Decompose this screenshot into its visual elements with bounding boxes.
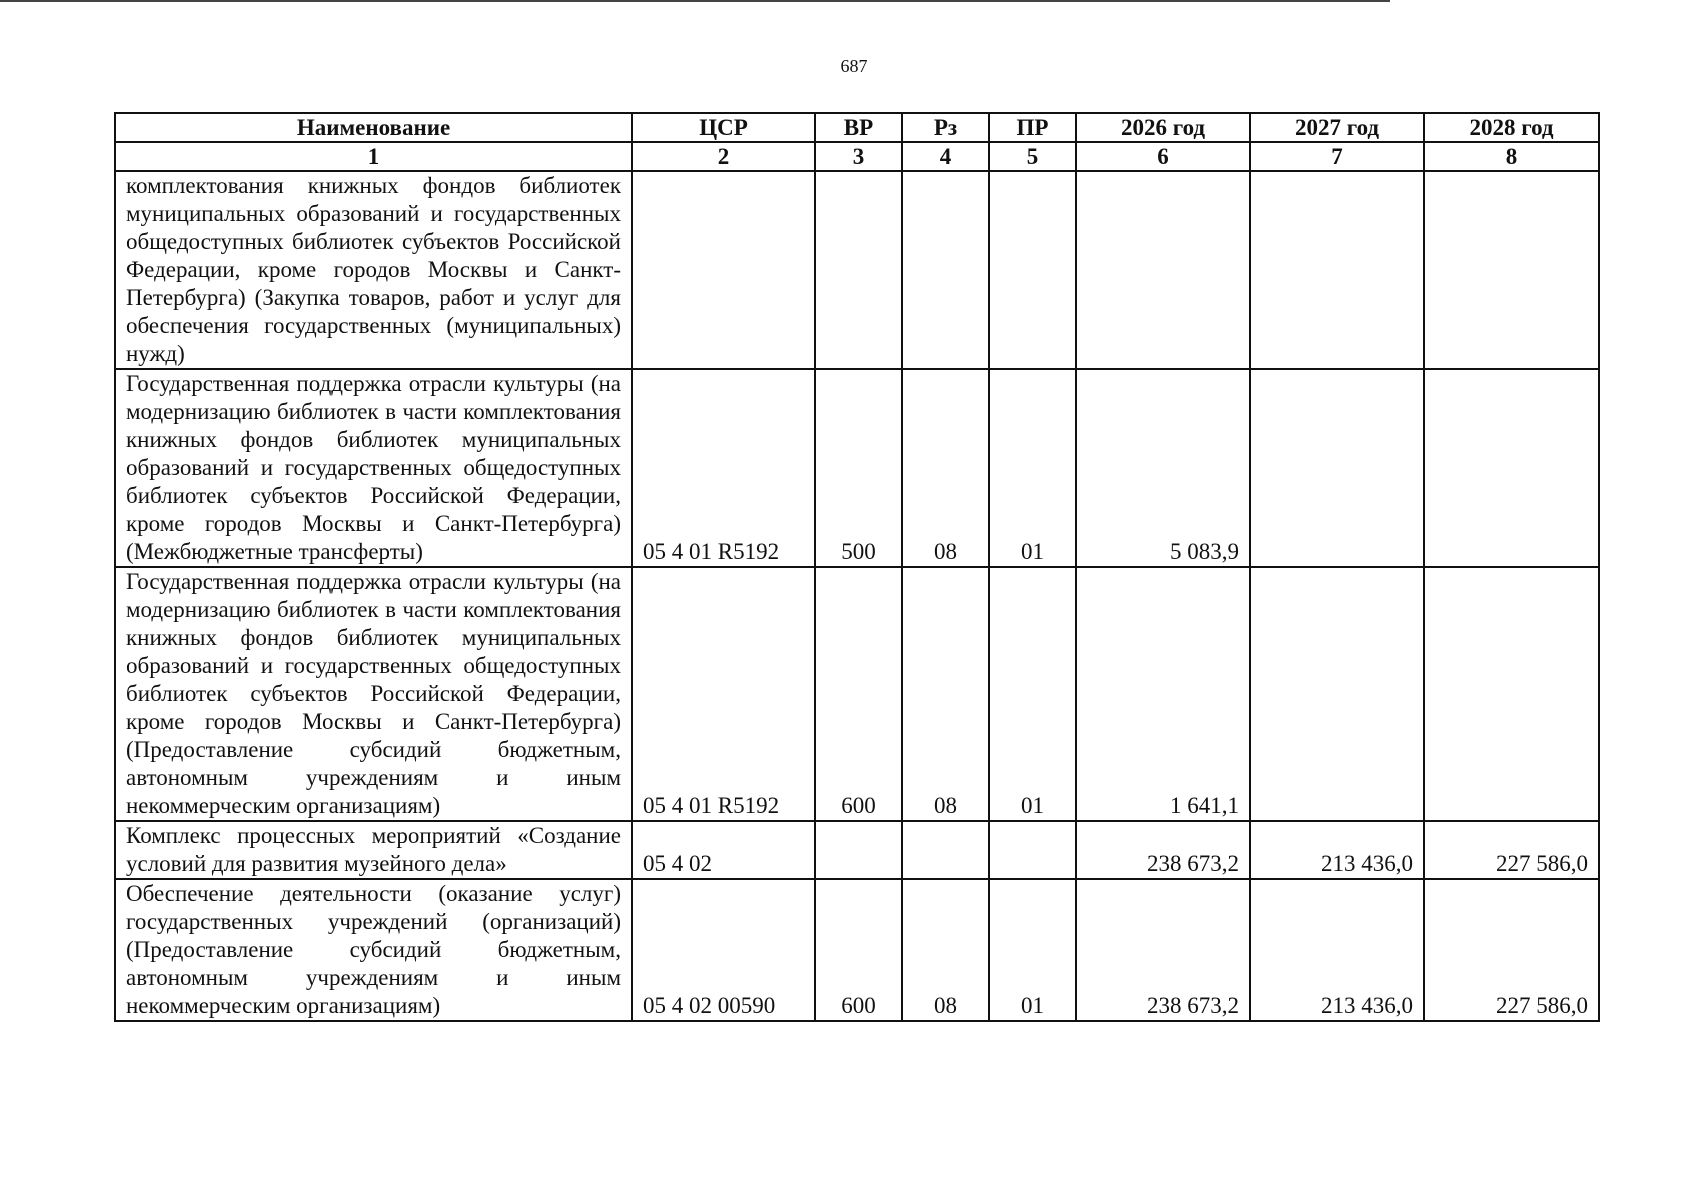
budget-table xyxy=(114,112,1600,1022)
row-vr: 600 xyxy=(815,879,902,1021)
row-csr: 05 4 01 R5192 xyxy=(632,567,815,821)
row-csr: 05 4 02 00590 xyxy=(632,879,815,1021)
row-2026: 238 673,2 xyxy=(1076,879,1250,1021)
row-rz xyxy=(902,821,989,879)
column-number-row xyxy=(115,142,1599,171)
row-2026 xyxy=(1076,171,1250,369)
row-rz: 08 xyxy=(902,879,989,1021)
row-2027: 213 436,0 xyxy=(1250,821,1424,879)
header-rz: Рз xyxy=(902,113,989,142)
row-vr xyxy=(815,821,902,879)
table-row xyxy=(115,567,1599,821)
header-pr: ПР xyxy=(989,113,1076,142)
table-body xyxy=(115,171,1599,1021)
row-2026: 5 083,9 xyxy=(1076,369,1250,567)
column-number: 5 xyxy=(989,142,1076,171)
header-name: Наименование xyxy=(115,113,632,142)
table-row xyxy=(115,821,1599,879)
row-pr: 01 xyxy=(989,567,1076,821)
header-csr: ЦСР xyxy=(632,113,815,142)
row-csr: 05 4 01 R5192 xyxy=(632,369,815,567)
row-rz: 08 xyxy=(902,567,989,821)
row-name: Комплекс процессных мероприятий «Создание условий для развития музейного дела» xyxy=(115,821,632,879)
row-name: Государственная поддержка отрасли культуры (на модернизацию библиотек в части комплектования книжных фондов библиотек муниципальных образований и государственных общедоступных библиотек субъектов Российской Федерации, кроме городов Москвы и Санкт-Петербурга) (Межбюджетные трансферты) xyxy=(115,369,632,567)
row-2028 xyxy=(1424,567,1599,821)
row-name: Государственная поддержка отрасли культуры (на модернизацию библиотек в части комплектования книжных фондов библиотек муниципальных образований и государственных общедоступных библиотек субъектов Российской Федерации, кроме городов Москвы и Санкт-Петербурга) (Предоставление субсидий бюджетным, автономным учреждениям и иным некоммерческим организациям) xyxy=(115,567,632,821)
row-name: комплектования книжных фондов библиотек муниципальных образований и государственных общедоступных библиотек субъектов Российской Федерации, кроме городов Москвы и Санкт-Петербурга) (Закупка товаров, работ и услуг для обеспечения государственных (муниципальных) нужд) xyxy=(115,171,632,369)
row-2027 xyxy=(1250,369,1424,567)
column-number: 2 xyxy=(632,142,815,171)
table-row xyxy=(115,879,1599,1021)
header-row xyxy=(115,113,1599,142)
row-pr: 01 xyxy=(989,879,1076,1021)
row-pr xyxy=(989,821,1076,879)
row-name: Обеспечение деятельности (оказание услуг) государственных учреждений (организаций) (Предоставление субсидий бюджетным, автономным учреждениям и иным некоммерческим организациям) xyxy=(115,879,632,1021)
row-rz: 08 xyxy=(902,369,989,567)
row-pr xyxy=(989,171,1076,369)
header-2028: 2028 год xyxy=(1424,113,1599,142)
scan-edge-line xyxy=(0,0,1390,2)
row-2027 xyxy=(1250,171,1424,369)
row-2028: 227 586,0 xyxy=(1424,879,1599,1021)
column-number: 6 xyxy=(1076,142,1250,171)
row-2026: 1 641,1 xyxy=(1076,567,1250,821)
row-2026: 238 673,2 xyxy=(1076,821,1250,879)
header-2027: 2027 год xyxy=(1250,113,1424,142)
row-2027 xyxy=(1250,567,1424,821)
row-2028 xyxy=(1424,369,1599,567)
column-number: 8 xyxy=(1424,142,1599,171)
row-pr: 01 xyxy=(989,369,1076,567)
row-rz xyxy=(902,171,989,369)
table-row xyxy=(115,369,1599,567)
table-row xyxy=(115,171,1599,369)
column-number: 3 xyxy=(815,142,902,171)
row-vr xyxy=(815,171,902,369)
header-2026: 2026 год xyxy=(1076,113,1250,142)
header-vr: ВР xyxy=(815,113,902,142)
row-csr: 05 4 02 xyxy=(632,821,815,879)
column-number: 7 xyxy=(1250,142,1424,171)
row-2027: 213 436,0 xyxy=(1250,879,1424,1021)
table-header xyxy=(115,113,1599,171)
column-number: 4 xyxy=(902,142,989,171)
row-vr: 600 xyxy=(815,567,902,821)
page-number: 687 xyxy=(840,56,868,76)
row-2028: 227 586,0 xyxy=(1424,821,1599,879)
column-number: 1 xyxy=(115,142,632,171)
row-csr xyxy=(632,171,815,369)
row-2028 xyxy=(1424,171,1599,369)
row-vr: 500 xyxy=(815,369,902,567)
